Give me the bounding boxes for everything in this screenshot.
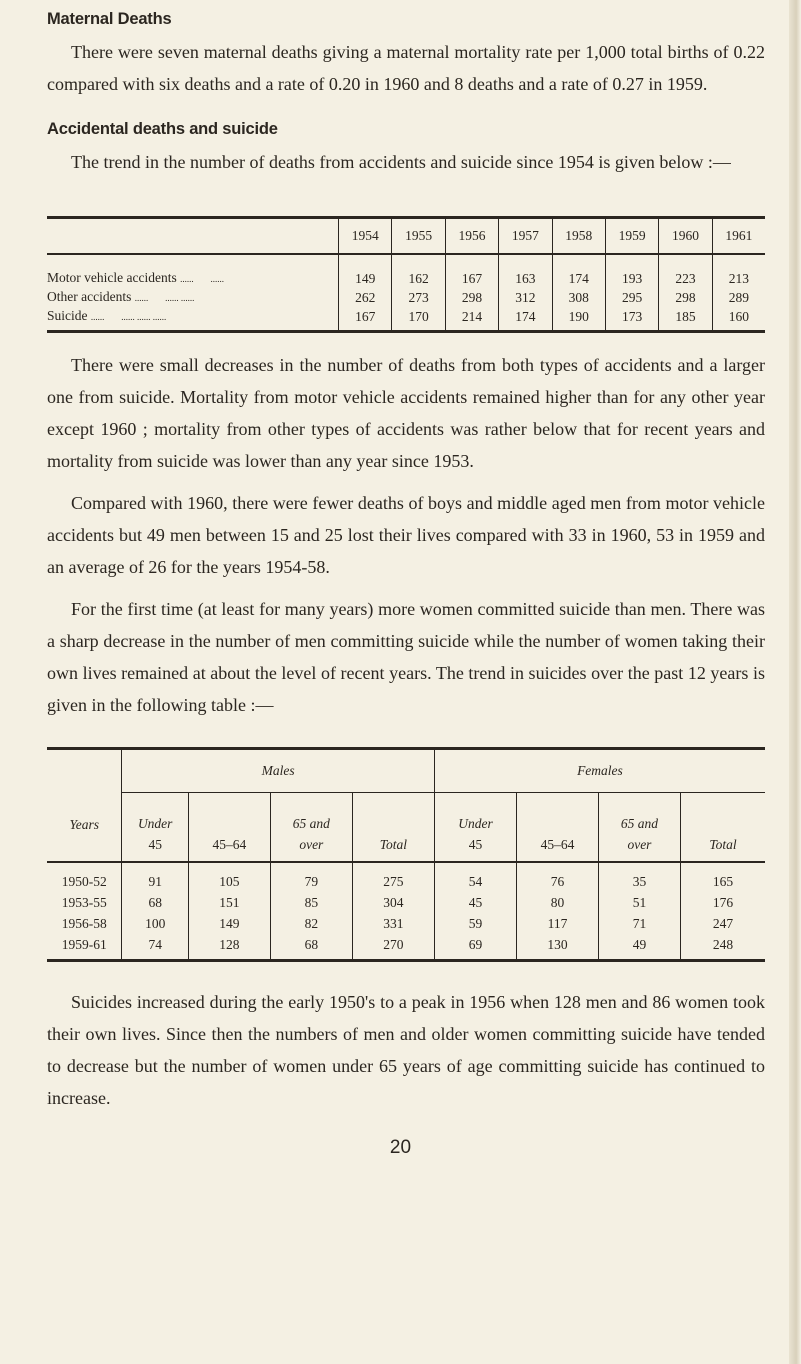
cell-value: 59: [434, 913, 516, 934]
cell-value: 312: [499, 288, 552, 307]
cell-value: 149: [339, 254, 392, 288]
cell-value: 193: [605, 254, 658, 288]
closing-paragraph: Suicides increased during the early 1950's to a peak in 1956 when 128 men and 86 women took their own lives. Since then the numbers of men and older women committing suicide have tended to decrease but the number of women under 65 years of age committing suicide has continued to increase.: [47, 992, 765, 1108]
cell-value: 170: [392, 307, 445, 332]
cell-value: 275: [352, 862, 434, 892]
subgroup-header: [352, 793, 434, 863]
cell-value: 167: [339, 307, 392, 332]
cell-value: 68: [270, 934, 352, 961]
page-number: 20: [389, 1137, 412, 1158]
cell-value: 74: [122, 934, 188, 961]
cell-value: 247: [680, 913, 765, 934]
year-header: 1954: [339, 218, 392, 255]
cell-value: 223: [659, 254, 712, 288]
cell-value: 71: [598, 913, 680, 934]
subheader-line2: 45–64: [212, 837, 247, 852]
cell-value: 214: [445, 307, 498, 332]
cell-value: 289: [712, 288, 765, 307]
leader-dots: ......: [134, 293, 149, 303]
row-label: Motor vehicle accidents: [47, 270, 177, 285]
cell-value: 54: [434, 862, 516, 892]
year-header: 1956: [445, 218, 498, 255]
accidental-deaths-heading: Accidental deaths and suicide: [47, 120, 278, 138]
row-label: Other accidents: [47, 289, 132, 304]
subgroup-header: [270, 793, 352, 863]
subheader-line2: 45: [148, 837, 162, 852]
year-header: 1955: [392, 218, 445, 255]
years-cell: 1953-55: [61, 895, 107, 910]
cell-value: 49: [598, 934, 680, 961]
cell-value: 213: [712, 254, 765, 288]
table-header-row: [47, 218, 765, 255]
cell-value: 185: [659, 307, 712, 332]
subheader-line1: Under: [137, 816, 173, 831]
cell-value: 174: [552, 254, 605, 288]
maternal-deaths-heading: Maternal Deaths: [47, 10, 172, 28]
leader-dots: ...... ......: [165, 293, 195, 303]
cell-value: 130: [517, 934, 599, 961]
years-cell: 1950-52: [61, 874, 107, 889]
cell-value: 174: [499, 307, 552, 332]
cell-value: 162: [392, 254, 445, 288]
cell-value: 105: [188, 862, 270, 892]
cell-value: 151: [188, 892, 270, 913]
cell-value: 68: [122, 892, 188, 913]
cell-value: 176: [680, 892, 765, 913]
cell-value: 79: [270, 862, 352, 892]
cell-value: 331: [352, 913, 434, 934]
subheader-line2: Total: [379, 837, 407, 852]
cell-value: 117: [517, 913, 599, 934]
cell-value: 295: [605, 288, 658, 307]
cell-value: 160: [712, 307, 765, 332]
cell-value: 85: [270, 892, 352, 913]
cell-value: 270: [352, 934, 434, 961]
year-header: 1958: [552, 218, 605, 255]
year-header: 1961: [712, 218, 765, 255]
cell-value: 149: [188, 913, 270, 934]
years-cell: 1956-58: [61, 916, 107, 931]
accidents-paragraph-1: There were small decreases in the number of deaths from both types of accidents and a larger one from suicide. Mortality from motor vehicle accidents remained higher than for any other year except 1960 ; mortality from other types of accidents was rather below that for recent years and mortality from suicide was lower than any year since 1953.: [47, 355, 765, 471]
years-header: Years: [47, 749, 122, 863]
table-row: [47, 307, 765, 332]
cell-value: 100: [122, 913, 188, 934]
subheader-line1: Under: [458, 816, 493, 831]
cell-value: 298: [659, 288, 712, 307]
females-header: Females: [434, 749, 765, 793]
accidents-paragraph-3: For the first time (at least for many years) more women committed suicide than men. There was a sharp decrease in the number of men committing suicide while the number of women taking their own lives remained at about the level of recent years. The trend in suicides over the past 12 years is given in the following table :—: [47, 599, 765, 715]
males-header: Males: [122, 749, 434, 793]
year-header: 1959: [605, 218, 658, 255]
cell-value: 163: [499, 254, 552, 288]
leader-dots: ...... ...... ......: [121, 312, 167, 322]
table-row: [47, 892, 765, 913]
subgroup-header: [517, 793, 599, 863]
subheader-line1: 65 and: [292, 816, 330, 831]
subgroup-header: [598, 793, 680, 863]
subgroup-header: [122, 793, 188, 863]
subgroup-header: [680, 793, 765, 863]
accidents-paragraph-2: Compared with 1960, there were fewer deaths of boys and middle aged men from motor vehicle accidents but 49 men between 15 and 25 lost their lives compared with 33 in 1960, 53 in 1959 and an average of 26 for the years 1954-58.: [47, 493, 765, 577]
cell-value: 308: [552, 288, 605, 307]
subgroup-header: [188, 793, 270, 863]
page-content: [47, 0, 765, 1160]
cell-value: 173: [605, 307, 658, 332]
cell-value: 248: [680, 934, 765, 961]
leader-dots: ......: [90, 312, 105, 322]
year-header: 1957: [499, 218, 552, 255]
cell-value: 304: [352, 892, 434, 913]
cell-value: 262: [339, 288, 392, 307]
leader-dots: ......: [180, 274, 194, 284]
table-row: [47, 254, 765, 288]
table-row: [47, 913, 765, 934]
cell-value: 45: [434, 892, 516, 913]
cell-value: 167: [445, 254, 498, 288]
subheader-line2: 45–64: [540, 837, 575, 852]
accidents-intro-paragraph: The trend in the number of deaths from accidents and suicide since 1954 is given below :—: [71, 152, 731, 172]
table-row: [47, 862, 765, 892]
cell-value: 76: [517, 862, 599, 892]
suicide-trend-table: [47, 747, 765, 962]
leader-dots: ......: [210, 274, 224, 284]
accidents-suicide-table: [47, 216, 765, 333]
cell-value: 82: [270, 913, 352, 934]
cell-value: 165: [680, 862, 765, 892]
table-row: [47, 934, 765, 961]
cell-value: 35: [598, 862, 680, 892]
subgroup-header: [434, 793, 516, 863]
cell-value: 128: [188, 934, 270, 961]
maternal-deaths-paragraph: There were seven maternal deaths giving a maternal mortality rate per 1,000 total births of 0.22 compared with six deaths and a rate of 0.20 in 1960 and 8 deaths and a rate of 0.27 in 1959.: [47, 42, 765, 94]
cell-value: 190: [552, 307, 605, 332]
row-label: Suicide: [47, 308, 88, 323]
subheader-line2: 45: [468, 837, 483, 852]
subheader-line2: Total: [709, 837, 737, 852]
subheader-line1: 65 and: [620, 816, 659, 831]
year-header: 1960: [659, 218, 712, 255]
cell-value: 298: [445, 288, 498, 307]
subheader-line2: over: [627, 837, 652, 852]
cell-value: 69: [434, 934, 516, 961]
cell-value: 91: [122, 862, 188, 892]
years-cell: 1959-61: [61, 937, 107, 952]
cell-value: 273: [392, 288, 445, 307]
cell-value: 51: [598, 892, 680, 913]
subheader-line2: over: [299, 837, 324, 852]
table-row: [47, 288, 765, 307]
cell-value: 80: [517, 892, 599, 913]
